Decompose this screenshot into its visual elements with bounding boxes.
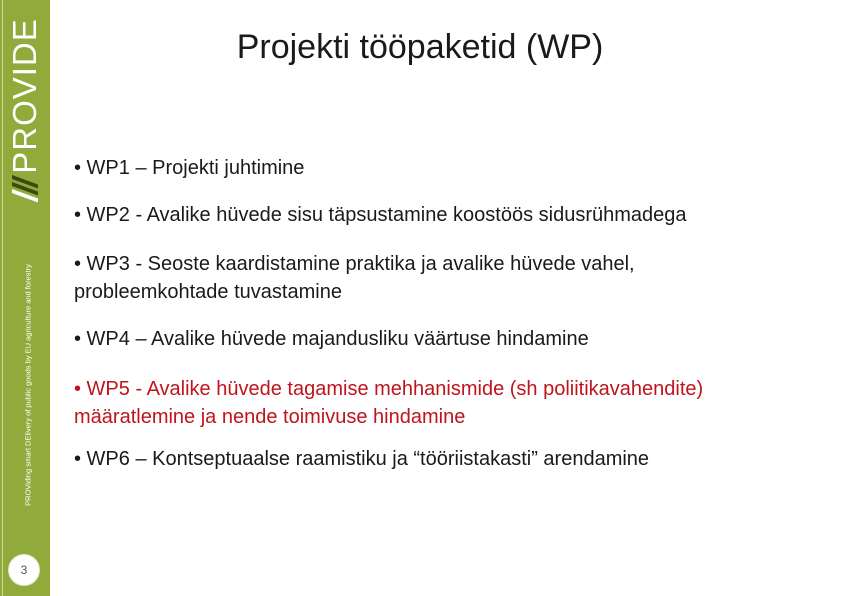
sidebar-tagline: PROViding smart DElivery of public goods by EU agriculture and forestry [23,264,33,506]
bullet-wp1: • WP1 – Projekti juhtimine [74,157,305,179]
bullet-wp6: • WP6 – Kontseptuaalse raamistiku ja “tööriistakasti” arendamine [74,448,650,470]
bullet-list [74,154,764,492]
provide-logo [6,18,44,198]
sidebar [0,0,50,596]
bullet-wp2: • WP2 - Avalike hüvede sisu täpsustamine koostöös sidusrühmadega [74,204,687,226]
logo-slashes-icon [10,180,40,198]
bullet-wp5: • WP5 - Avalike hüvede tagamise mehhanismide (sh poliitikavahendite) määratlemine ja nende toimivuse hindamine [74,378,704,428]
logo-text: PROVIDE [6,18,43,174]
slide-title: Projekti tööpaketid (WP) [236,28,604,66]
sidebar-divider [2,0,3,596]
bullet-wp4: • WP4 – Avalike hüvede majandusliku väärtuse hindamine [74,328,589,350]
page-number-badge: 3 [8,554,40,586]
bullet-wp3: • WP3 - Seoste kaardistamine praktika ja avalike hüvede vahel, probleemkohtade tuvastamine [74,253,635,303]
